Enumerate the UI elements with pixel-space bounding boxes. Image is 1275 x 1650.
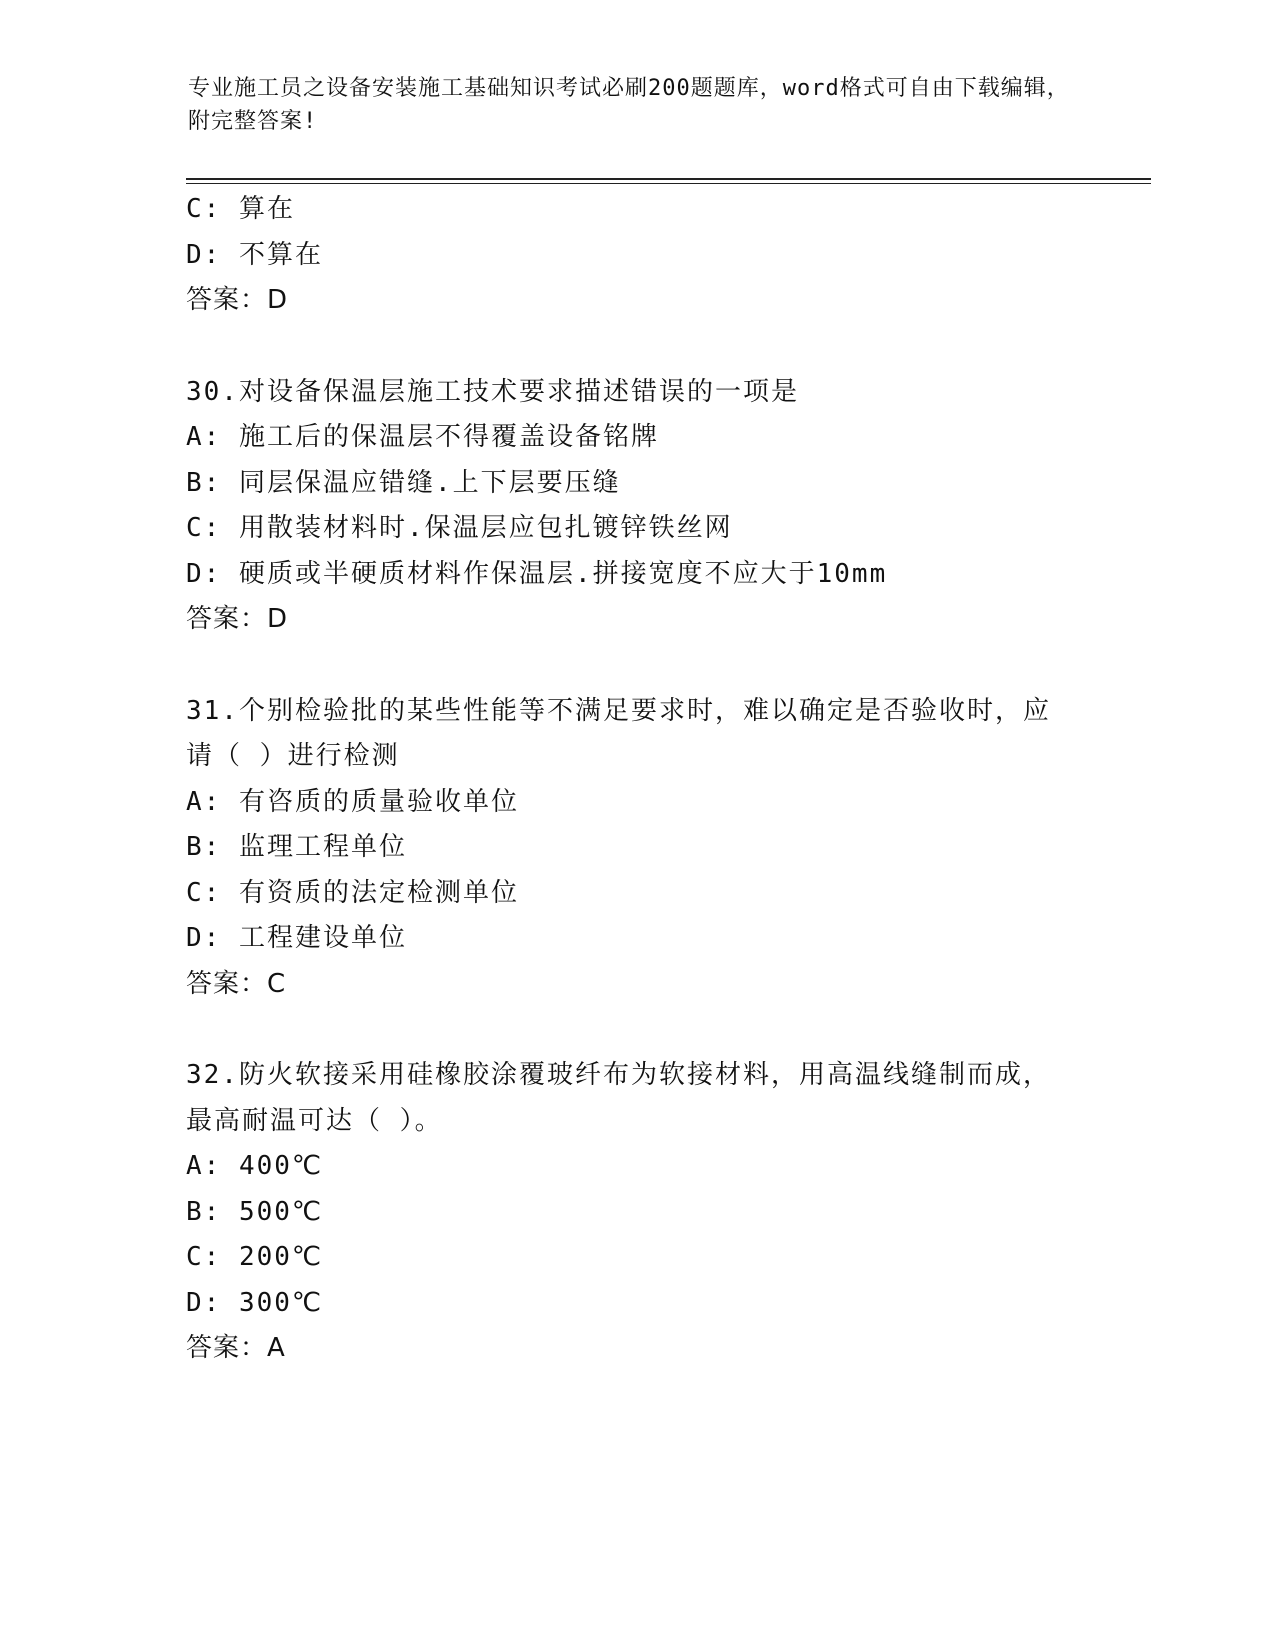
question-list bbox=[186, 187, 1086, 1372]
option-c: C: 200℃ bbox=[186, 1242, 324, 1272]
spacer bbox=[186, 1007, 1086, 1053]
option-d: D: 硬质或半硬质材料作保温层.拼接宽度不应大于10mm bbox=[186, 558, 888, 589]
option-b: B: 500℃ bbox=[186, 1196, 324, 1227]
question-30 bbox=[186, 370, 1086, 643]
option-c: C: 有资质的法定检测单位 bbox=[186, 877, 519, 908]
question-text-line-2: 最高耐温可达（ ）。 bbox=[186, 1105, 443, 1136]
answer-line: 答案：D bbox=[186, 285, 289, 315]
spacer bbox=[186, 643, 1086, 689]
option-c: C: 算在 bbox=[186, 194, 295, 224]
answer-line: 答案：A bbox=[186, 1333, 286, 1363]
answer-line: 答案：D bbox=[186, 604, 289, 634]
question-text-line-2: 请（ ）进行检测 bbox=[186, 741, 400, 771]
page-header bbox=[188, 72, 1088, 138]
spacer bbox=[186, 324, 1086, 370]
question-32 bbox=[186, 1053, 1086, 1372]
question-text-line-1: 32.防火软接采用硅橡胶涂覆玻纤布为软接材料，用高温线缝制而成， bbox=[186, 1060, 1051, 1090]
option-b: B: 同层保温应错缝.上下层要压缝 bbox=[186, 467, 621, 498]
option-d: D: 不算在 bbox=[186, 239, 323, 270]
option-c: C: 用散装材料时.保温层应包扎镀锌铁丝网 bbox=[186, 513, 733, 543]
option-a: A: 施工后的保温层不得覆盖设备铭牌 bbox=[186, 422, 659, 452]
question-text: 30.对设备保温层施工技术要求描述错误的一项是 bbox=[186, 376, 799, 407]
option-a: A: 有咨质的质量验收单位 bbox=[186, 786, 519, 817]
option-a: A: 400℃ bbox=[186, 1151, 324, 1181]
option-d: D: 工程建设单位 bbox=[186, 923, 407, 953]
option-b: B: 监理工程单位 bbox=[186, 832, 407, 862]
header-divider bbox=[186, 178, 1151, 180]
header-title: 专业施工员之设备安装施工基础知识考试必刷200题题库，word格式可自由下载编辑，附完整答案! bbox=[188, 76, 1070, 134]
header-divider-thin bbox=[186, 183, 1151, 184]
question-31 bbox=[186, 689, 1086, 1008]
answer-line: 答案：C bbox=[186, 968, 287, 999]
question-29-continuation bbox=[186, 187, 1086, 324]
question-text-line-1: 31.个别检验批的某些性能等不满足要求时，难以确定是否验收时，应 bbox=[186, 695, 1051, 726]
option-d: D: 300℃ bbox=[186, 1287, 324, 1318]
